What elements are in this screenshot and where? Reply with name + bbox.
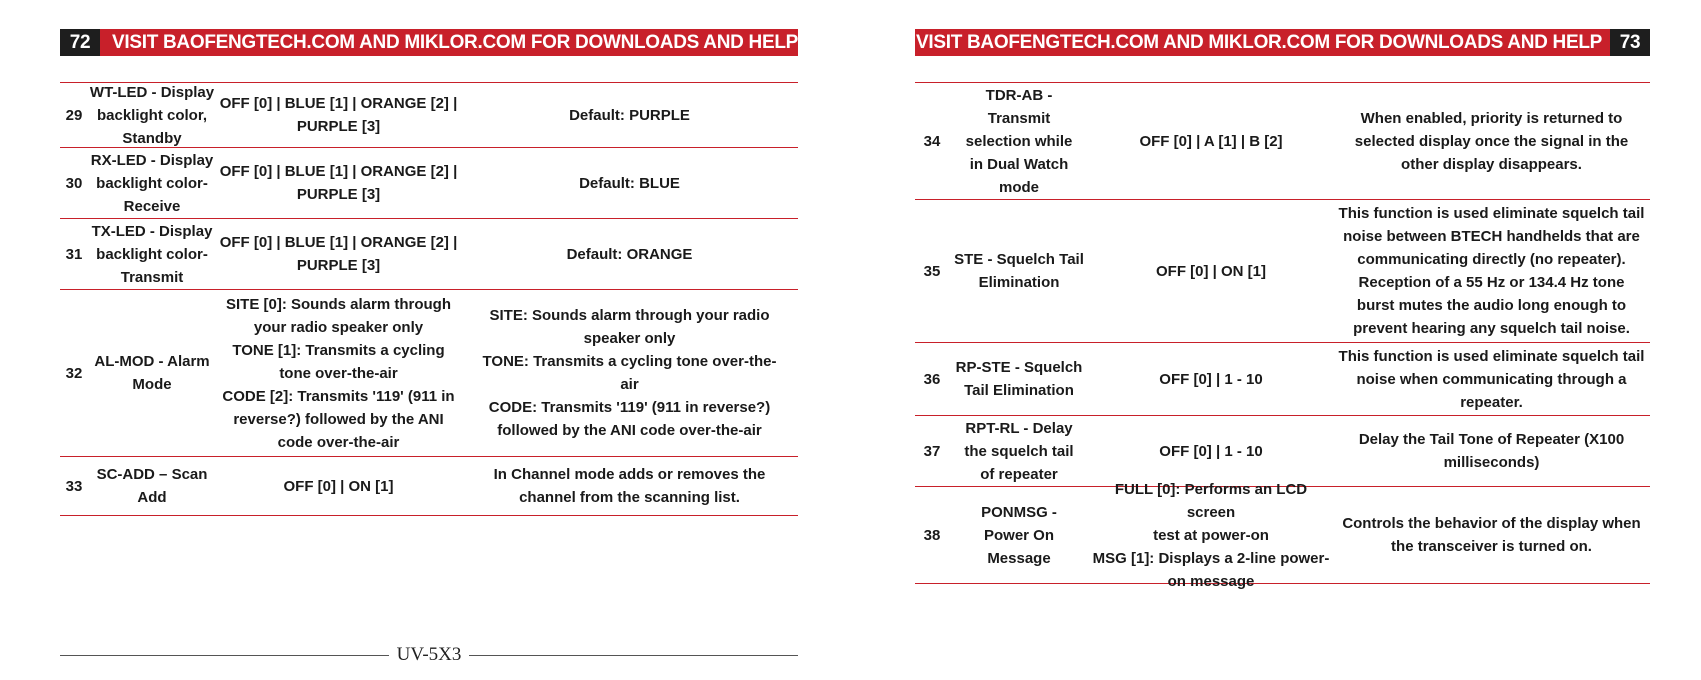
setting-name: SC-ADD – Scan Add	[96, 466, 208, 506]
table-row	[915, 200, 1650, 343]
header-text: VISIT BAOFENGTECH.COM AND MIKLOR.COM FOR DOWNLOADS AND HELP	[916, 31, 1602, 53]
setting-options: OFF [0] | BLUE [1] | ORANGE [2] | PURPLE [3]	[219, 163, 458, 203]
setting-description: Default: BLUE	[579, 174, 680, 192]
row-number: 34	[923, 132, 941, 150]
right-page	[915, 0, 1650, 680]
setting-options: FULL [0]: Performs an LCD screen test at power-on MSG [1]: Displays a 2-line power- on message	[1092, 480, 1330, 590]
table-row	[60, 457, 798, 516]
row-number: 37	[923, 442, 941, 460]
setting-description: Controls the behavior of the display when the transceiver is turned on.	[1342, 515, 1641, 555]
setting-description: Delay the Tail Tone of Repeater (X100 milliseconds)	[1358, 431, 1625, 471]
setting-name: PONMSG - Power On Message	[981, 503, 1057, 567]
table-row	[915, 83, 1650, 200]
row-number: 36	[923, 370, 941, 388]
setting-description: Default: ORANGE	[566, 245, 693, 263]
table-row	[915, 343, 1650, 416]
setting-name: STE - Squelch Tail Elimination	[954, 251, 1084, 291]
setting-options: OFF [0] | ON [1]	[283, 477, 394, 495]
setting-name: AL-MOD - Alarm Mode	[94, 353, 210, 393]
header-text: VISIT BAOFENGTECH.COM AND MIKLOR.COM FOR DOWNLOADS AND HELP	[112, 31, 798, 53]
page-number: 73	[1610, 29, 1650, 56]
setting-name: RPT-RL - Delay the squelch tail of repeater	[964, 419, 1074, 483]
table-row	[60, 219, 798, 290]
setting-options: OFF [0] | A [1] | B [2]	[1139, 132, 1283, 150]
footer-rule	[60, 655, 389, 656]
model-name: UV-5X3	[396, 644, 462, 665]
setting-description: Default: PURPLE	[569, 106, 690, 124]
setting-options: OFF [0] | BLUE [1] | ORANGE [2] | PURPLE [3]	[219, 234, 458, 274]
left-page	[60, 0, 798, 680]
setting-name: WT-LED - Display backlight color, Standby	[89, 83, 215, 147]
row-number: 35	[923, 262, 941, 280]
row-number: 38	[923, 526, 941, 544]
setting-description: This function is used eliminate squelch tail noise when communicating through a repeater.	[1338, 347, 1645, 411]
table-row	[915, 416, 1650, 487]
menu-table	[60, 82, 798, 516]
setting-options: OFF [0] | ON [1]	[1155, 262, 1267, 280]
setting-name: TX-LED - Display backlight color- Transmit	[91, 222, 213, 286]
table-row	[60, 148, 798, 219]
setting-options: OFF [0] | 1 - 10	[1159, 370, 1263, 388]
setting-name: RX-LED - Display backlight color- Receive	[90, 151, 214, 215]
setting-description: When enabled, priority is returned to selected display once the signal in the other display disappears.	[1354, 109, 1629, 173]
setting-options: OFF [0] | BLUE [1] | ORANGE [2] | PURPLE [3]	[219, 95, 458, 135]
setting-name: RP-STE - Squelch Tail Elimination	[955, 359, 1083, 399]
table-row	[60, 290, 798, 457]
footer-rule	[469, 655, 798, 656]
setting-description: In Channel mode adds or removes the channel from the scanning list.	[493, 466, 766, 506]
setting-options: OFF [0] | 1 - 10	[1159, 442, 1263, 460]
page-number: 72	[60, 29, 100, 56]
row-number: 33	[65, 477, 83, 495]
setting-options: SITE [0]: Sounds alarm through your radio speaker only TONE [1]: Transmits a cycling tone over-the-air CODE [2]: Transmits '119' (911 in reverse?) followed by the ANI code over-the-air	[222, 295, 455, 451]
setting-name: TDR-AB - Transmit selection while in Dual Watch mode	[965, 86, 1073, 196]
row-number: 29	[65, 106, 83, 124]
setting-description: This function is used eliminate squelch tail noise between BTECH handhelds that are communicating directly (no repeater). Reception of a 55 Hz or 134.4 Hz tone burst mutes the audio long enough to prevent hearing any squelch tail noise.	[1338, 205, 1645, 337]
row-number: 32	[65, 364, 83, 382]
row-number: 30	[65, 174, 83, 192]
page-header-banner	[915, 29, 1650, 56]
table-row	[60, 83, 798, 148]
page-header-banner	[60, 29, 798, 56]
menu-table	[915, 82, 1650, 590]
setting-description: SITE: Sounds alarm through your radio speaker only TONE: Transmits a cycling tone over-the- air CODE: Transmits '119' (911 in reverse?) followed by the ANI code over-the-air	[482, 307, 777, 439]
page-footer	[60, 644, 798, 666]
table-row	[915, 480, 1650, 590]
row-number: 31	[65, 245, 83, 263]
